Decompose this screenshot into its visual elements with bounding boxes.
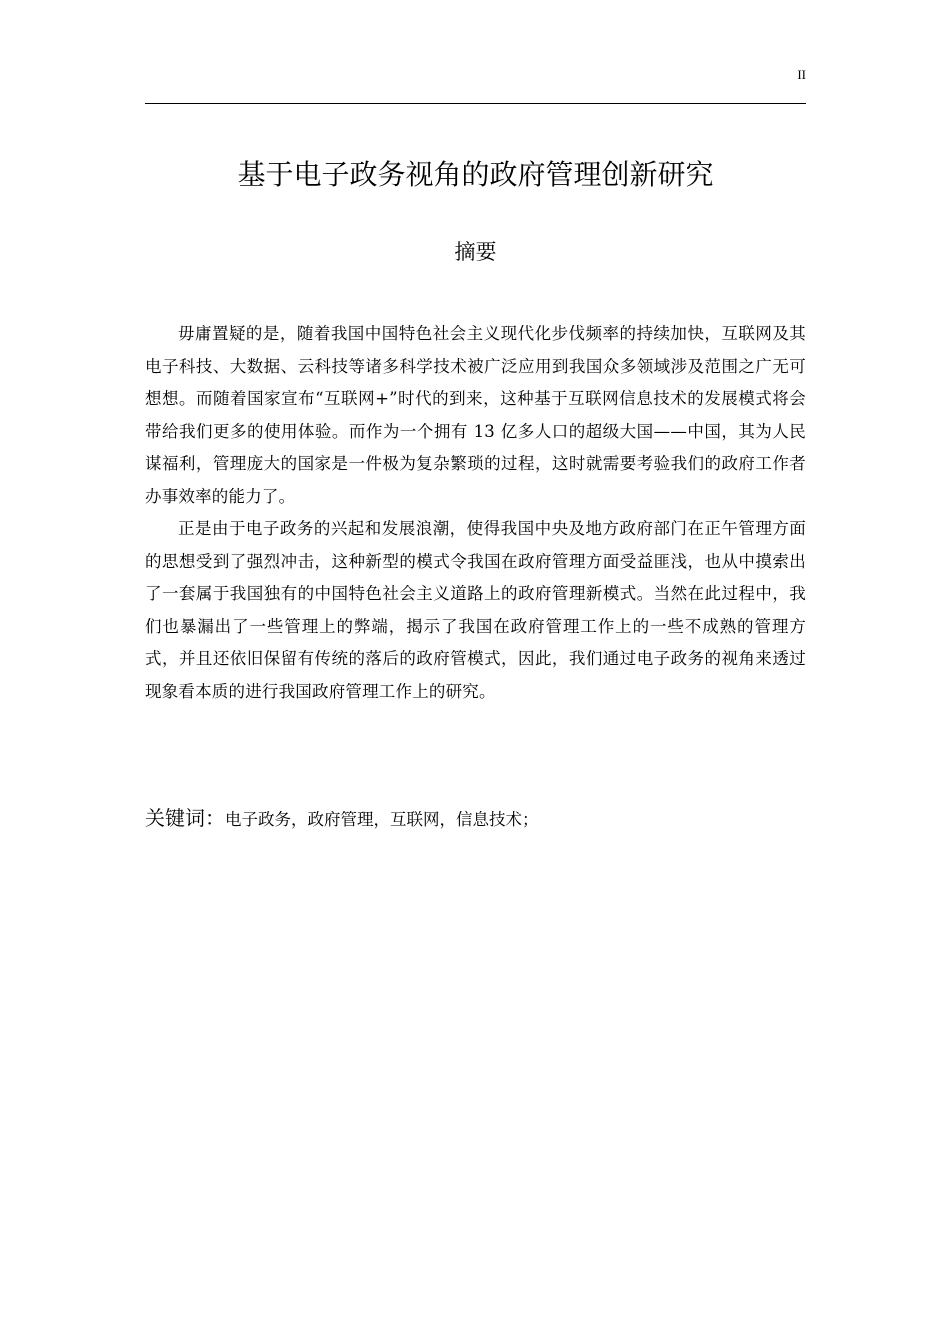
abstract-body <box>145 318 806 708</box>
keywords-line <box>145 803 806 835</box>
abstract-paragraph-1: 毋庸置疑的是，随着我国中国特色社会主义现代化步伐频率的持续加快，互联网及其电子科技、大数据、云科技等诸多科学技术被广泛应用到我国众多领域涉及范围之广无可想想。而随着国家宣布“互联网+”时代的到来，这种基于互联网信息技术的发展模式将会带给我们更多的使用体验。而作为一个拥有 13 亿多人口的超级大国——中国，其为人民谋福利，管理庞大的国家是一件极为复杂繁琐的过程，这时就需要考验我们的政府工作者办事效率的能力了。 <box>145 324 806 506</box>
header-rule <box>145 103 806 104</box>
abstract-heading: 摘要 <box>454 240 497 264</box>
document-title: 基于电子政务视角的政府管理创新研究 <box>237 158 714 191</box>
keywords-label: 关键词： <box>145 806 225 830</box>
abstract-paragraph-2: 正是由于电子政务的兴起和发展浪潮，使得我国中央及地方政府部门在正午管理方面的思想受到了强烈冲击，这种新型的模式令我国在政府管理方面受益匪浅，也从中摸索出了一套属于我国独有的中国特色社会主义道路上的政府管理新模式。当然在此过程中，我们也暴漏出了一些管理上的弊端，揭示了我国在政府管理工作上的一些不成熟的管理方式，并且还依旧保留有传统的落后的政府管模式，因此，我们通过电子政务的视角来透过现象看本质的进行我国政府管理工作上的研究。 <box>145 519 806 701</box>
keywords-text: 电子政务，政府管理，互联网，信息技术； <box>225 810 539 829</box>
page-number: II <box>797 67 806 82</box>
